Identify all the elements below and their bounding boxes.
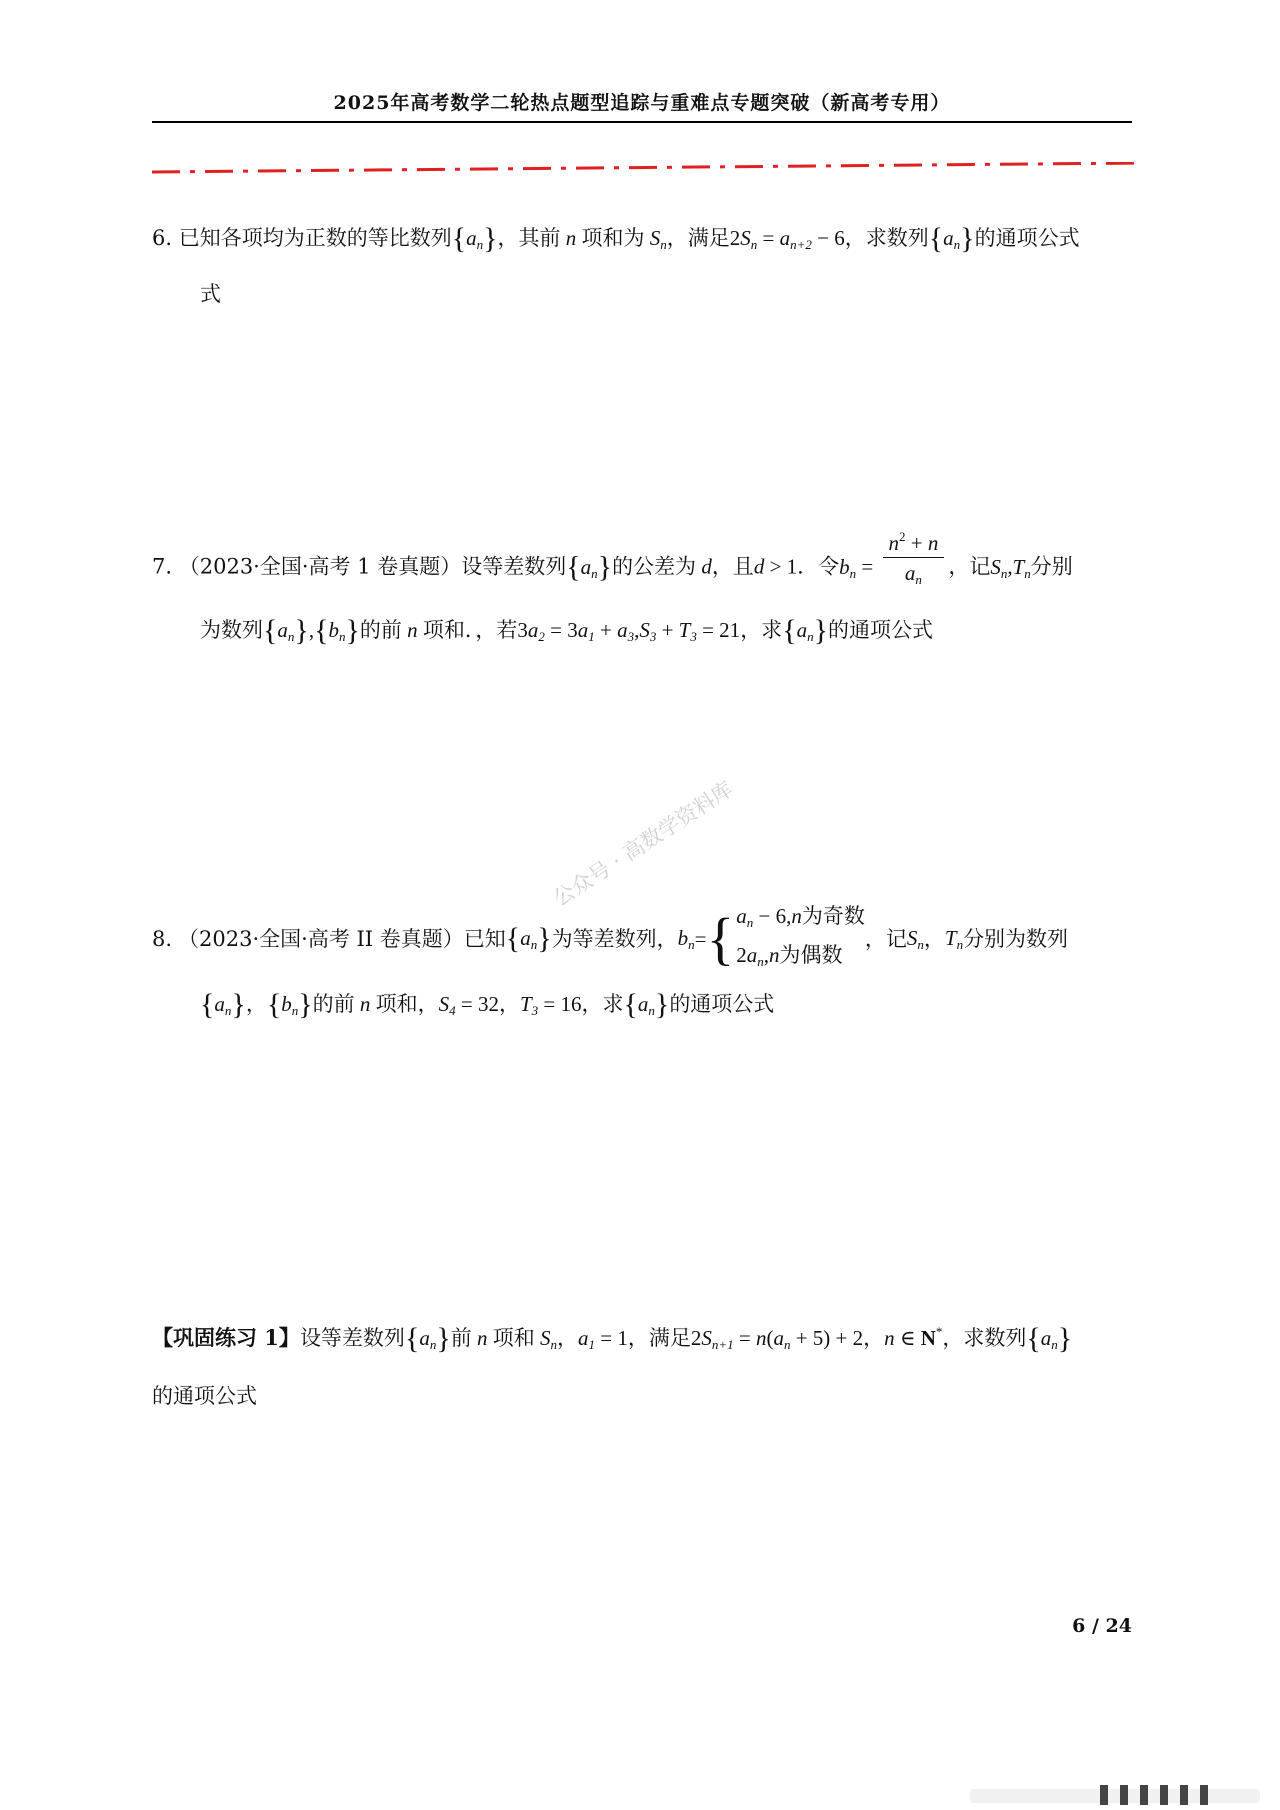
question-8-number: 8. [152, 926, 173, 951]
bottom-toolbar-icon [970, 1785, 1270, 1805]
question-6-number: 6. [152, 226, 173, 250]
page-number: 6 / 24 [1072, 1615, 1132, 1637]
page-header-title: 2025年高考数学二轮热点题型追踪与重难点专题突破（新高考专用） [333, 92, 951, 114]
red-dash-dot-line [152, 162, 1152, 176]
header-divider [152, 121, 1132, 123]
practice-label: 【巩固练习 1】 [152, 1325, 300, 1350]
watermark-text: 公众号 · 高数学资料库 [549, 776, 738, 911]
piecewise-bn: { $a_n - 6,n$为奇数 $2a_n,n$为偶数 [706, 904, 865, 971]
question-7-number: 7. [152, 554, 173, 579]
